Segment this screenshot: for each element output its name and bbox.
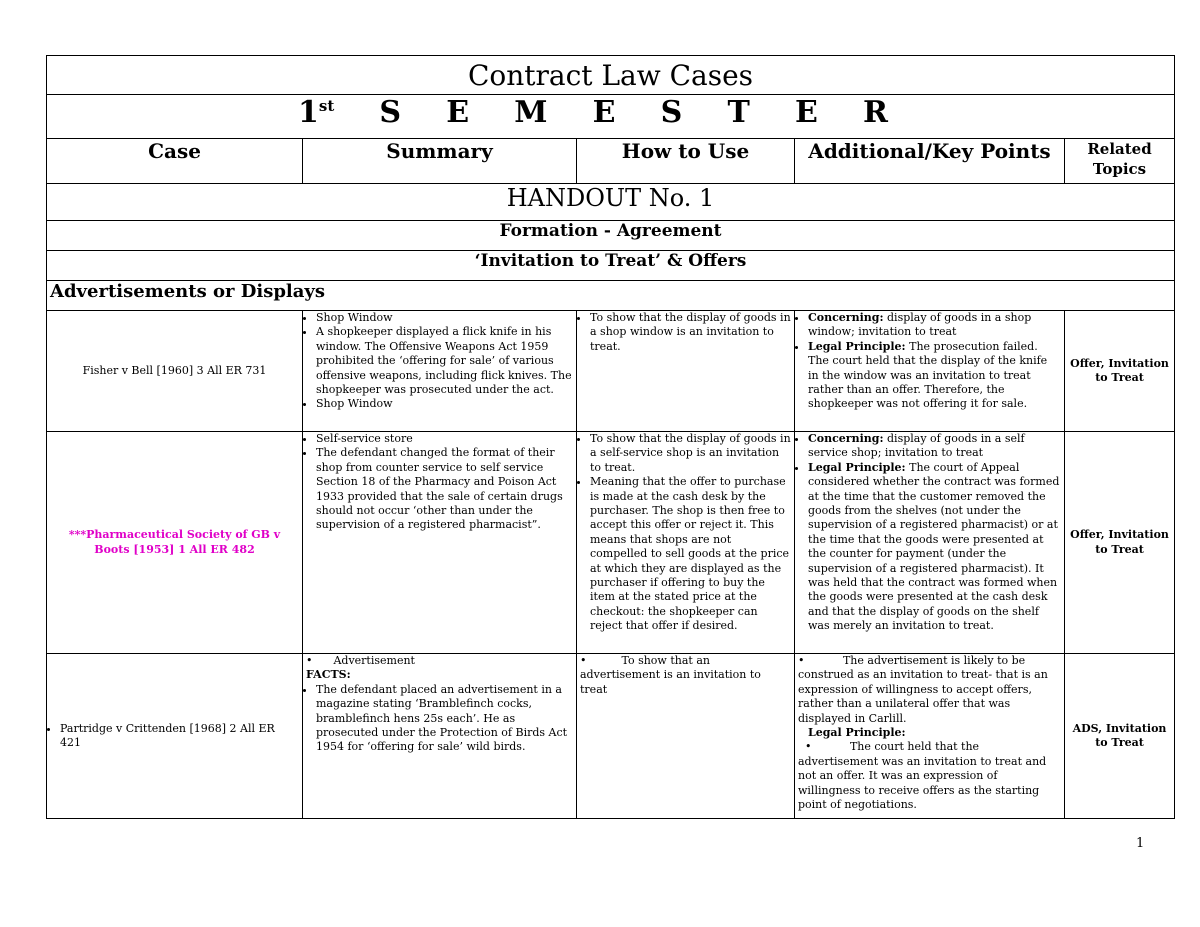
case-name: ***Pharmaceutical Society of GB v Boots [1953] 1 All ER 482 bbox=[47, 432, 303, 654]
key-item: • Concerning: display of goods in a self service shop; invitation to treat bbox=[808, 432, 1061, 461]
summary-item: • Shop Window bbox=[316, 311, 573, 325]
semester-letter: T bbox=[727, 95, 750, 130]
how-to-use-cell bbox=[577, 311, 795, 432]
document-title: Contract Law Cases bbox=[47, 56, 1175, 95]
semester-letter: M bbox=[514, 95, 548, 130]
summary-item: • A shopkeeper displayed a flick knife in his window. The Offensive Weapons Act 1959 prohibited the ‘offering for sale’ of various offensive weapons, including flick knives. The shopkeeper was prosecuted under the act. bbox=[316, 325, 573, 397]
semester-letter: R bbox=[863, 95, 888, 130]
key-item: • Legal Principle: The prosecution failed. The court held that the display of the knife in the window was an invitation to treat rather than an offer. Therefore, the shopkeeper was not offering it for sale. bbox=[808, 340, 1061, 412]
formation-heading: Formation - Agreement bbox=[47, 221, 1175, 251]
page-number: 1 bbox=[1136, 836, 1145, 851]
facts-label: FACTS: bbox=[306, 668, 351, 682]
table-row bbox=[47, 654, 1175, 819]
header-related-topics: Related Topics bbox=[1065, 139, 1175, 184]
summary-cell bbox=[303, 654, 577, 819]
invitation-heading: ‘Invitation to Treat’ & Offers bbox=[47, 251, 1175, 281]
semester-letter: S bbox=[379, 95, 402, 130]
table-row bbox=[47, 311, 1175, 432]
semester-letter: E bbox=[794, 95, 818, 130]
cases-table bbox=[46, 55, 1175, 819]
related-topic: Offer, Invitation to Treat bbox=[1065, 432, 1175, 654]
summary-item: • Self-service store bbox=[316, 432, 573, 446]
case-name: Fisher v Bell [1960] 3 All ER 731 bbox=[47, 311, 303, 432]
how-item: • To show that the display of goods in a shop window is an invitation to treat. bbox=[590, 311, 791, 354]
summary-item: • The defendant changed the format of their shop from counter service to self service Section 18 of the Pharmacy and Poison Act 1933 provided that the sale of certain drugs should not occur ‘other than under the supervision of a registered pharmacist”. bbox=[316, 446, 573, 532]
key-item: • Concerning: display of goods in a shop window; invitation to treat bbox=[808, 311, 1061, 340]
key-points-cell: • The advertisement is likely to be construed as an invitation to treat- that is an expression of willingness to accept offers, rather than a unilateral offer that was displayed in Carlill. Legal Principle: • The court held that the advertisement was an invitation to treat and not an offer. It was an expression of willingness to receive offers as the starting point of negotiations. bbox=[795, 654, 1065, 819]
semester-banner bbox=[47, 95, 1175, 139]
case-name: • Partridge v Crittenden [1968] 2 All ER 421 bbox=[47, 654, 303, 819]
related-topic: ADS, Invitation to Treat bbox=[1065, 654, 1175, 819]
key-points-cell bbox=[795, 432, 1065, 654]
summary-cell bbox=[303, 311, 577, 432]
table-row bbox=[47, 432, 1175, 654]
header-key-points: Additional/Key Points bbox=[795, 139, 1065, 184]
how-to-use-cell bbox=[577, 432, 795, 654]
how-item: • Meaning that the offer to purchase is made at the cash desk by the purchaser. The shop is then free to accept this offer or reject it. This means that shops are not compelled to sell goods at the price at which they are displayed as the purchaser if offering to buy the item at the stated price at the checkout: the shopkeeper can reject that offer if desired. bbox=[590, 475, 791, 633]
how-to-use-cell: • To show that an advertisement is an invitation to treat bbox=[577, 654, 795, 819]
summary-head: • Advertisement bbox=[306, 654, 415, 667]
semester-letter: S bbox=[660, 95, 683, 130]
semester-letter: E bbox=[446, 95, 470, 130]
semester-letter: E bbox=[592, 95, 616, 130]
key-points-cell bbox=[795, 311, 1065, 432]
how-item: • To show that the display of goods in a self-service shop is an invitation to treat. bbox=[590, 432, 791, 475]
section-heading: Advertisements or Displays bbox=[47, 281, 1175, 311]
handout-heading: HANDOUT No. 1 bbox=[47, 184, 1175, 221]
semester-first: 1st bbox=[298, 95, 335, 130]
header-case: Case bbox=[47, 139, 303, 184]
header-summary: Summary bbox=[303, 139, 577, 184]
summary-item: • Shop Window bbox=[316, 397, 573, 411]
summary-cell bbox=[303, 432, 577, 654]
related-topic: Offer, Invitation to Treat bbox=[1065, 311, 1175, 432]
summary-item: • The defendant placed an advertisement in a magazine stating ‘Bramblefinch cocks, bramblefinch hens 25s each’. He as prosecuted under the Protection of Birds Act 1954 for ‘offering for sale’ wild birds. bbox=[316, 683, 573, 755]
key-item: • Legal Principle: The court of Appeal considered whether the contract was formed at the time that the customer removed the goods from the shelves (not under the supervision of a registered pharmacist) or at the time that the goods were presented at the counter for payment (under the supervision of a registered pharmacist). It was held that the contract was formed when the goods were presented at the cash desk and that the display of goods on the shelf was merely an invitation to treat. bbox=[808, 461, 1061, 634]
header-how-to-use: How to Use bbox=[577, 139, 795, 184]
